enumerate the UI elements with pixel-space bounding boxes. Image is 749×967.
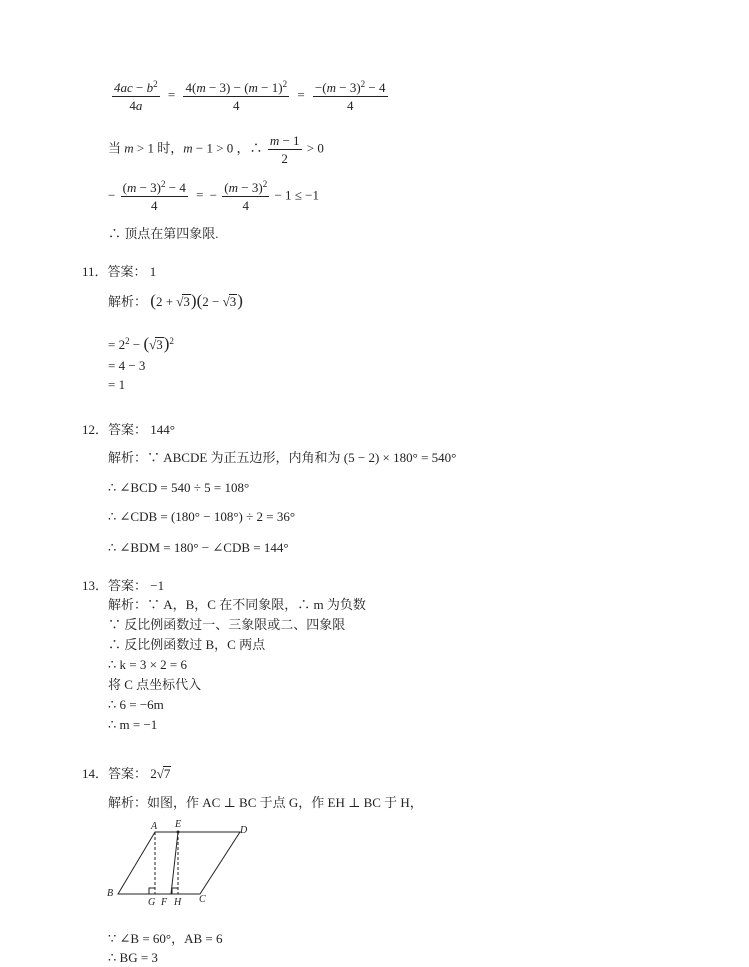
label-h: H xyxy=(174,897,182,908)
q12-step-1: ∴ ∠BCD = 540 ÷ 5 = 108° xyxy=(108,480,250,495)
q13-step-2: ∵ 反比例函数过一、三象限或二、四象限 xyxy=(108,617,346,632)
right-angle-h xyxy=(172,888,178,894)
parallelogram-figure xyxy=(102,818,262,908)
label-a: A xyxy=(151,821,158,832)
q14-analysis-line: 解析：如图，作 AC ⊥ BC 于点 G，作 EH ⊥ BC 于 H， xyxy=(108,795,423,810)
label-g: G xyxy=(148,897,156,908)
q13-step-3: ∴ 反比例函数过 B，C 两点 xyxy=(108,637,266,652)
q13-answer-line: 13．答案： −1 xyxy=(82,578,165,593)
label-e: E xyxy=(175,819,182,830)
q13-step-5: 将 C 点坐标代入 xyxy=(108,677,202,692)
label-b: B xyxy=(107,888,114,899)
label-f: F xyxy=(161,897,168,908)
segment-ef xyxy=(171,832,178,894)
q11-step-1: = $2^2 - (√3)^2$ xyxy=(108,334,174,353)
q13-step-7: ∴ m = −1 xyxy=(108,717,158,732)
q13-step-1: 解析：∵ A，B，C 在不同象限，∴ m 为负数 xyxy=(108,597,366,612)
point-e xyxy=(177,831,180,834)
q11-analysis-line: 解析： (2 + √3)(2 − √3) xyxy=(108,291,243,310)
condition-m-line: 当 m > 1 时，m − 1 > 0 ，∴ $\frac{m - 1}{2}$ > 0 xyxy=(108,133,324,166)
q14-step-1: ∵ ∠B = 60°，AB = 6 xyxy=(108,931,223,946)
q11-step-3: = 1 xyxy=(108,377,126,392)
q11-answer-line: 11．答案： 1 xyxy=(82,264,157,279)
q14-answer-line: 14．答案： 2√7 xyxy=(82,766,171,781)
q12-answer-line: 12．答案： 144° xyxy=(82,422,175,437)
vertex-conclusion: ∴ 顶点在第四象限. xyxy=(108,226,219,241)
equation-inequality: − $\frac{(m - 3)^2 - 4}{4}$ = − $\frac{(m - 3)^2}{4}$ − 1 ≤ −1 xyxy=(108,179,319,213)
q11-step-2: = 4 − 3 xyxy=(108,358,146,373)
q12-step-2: ∴ ∠CDB = (180° − 108°) ÷ 2 = 36° xyxy=(108,509,296,524)
parallelogram-abcd xyxy=(118,832,240,894)
q13-step-4: ∴ k = 3 × 2 = 6 xyxy=(108,657,188,672)
q13-step-6: ∴ 6 = −6m xyxy=(108,697,164,712)
equation-vertex-y: $\frac{4ac - b^2}{4a}$ = $\frac{4(m - 3) - (m - 1)^2}{4}$ = $\frac{-(m - 3)^2 - 4}{4}$ xyxy=(114,79,386,113)
q12-analysis-line: 解析：∵ ABCDE 为正五边形，内角和为 (5 − 2) × 180° = 540° xyxy=(108,450,457,465)
right-angle-g xyxy=(149,888,155,894)
label-d: D xyxy=(240,825,248,836)
q14-step-2: ∴ BG = 3 xyxy=(108,950,158,965)
label-c: C xyxy=(199,894,206,905)
q12-step-3: ∴ ∠BDM = 180° − ∠CDB = 144° xyxy=(108,540,289,555)
